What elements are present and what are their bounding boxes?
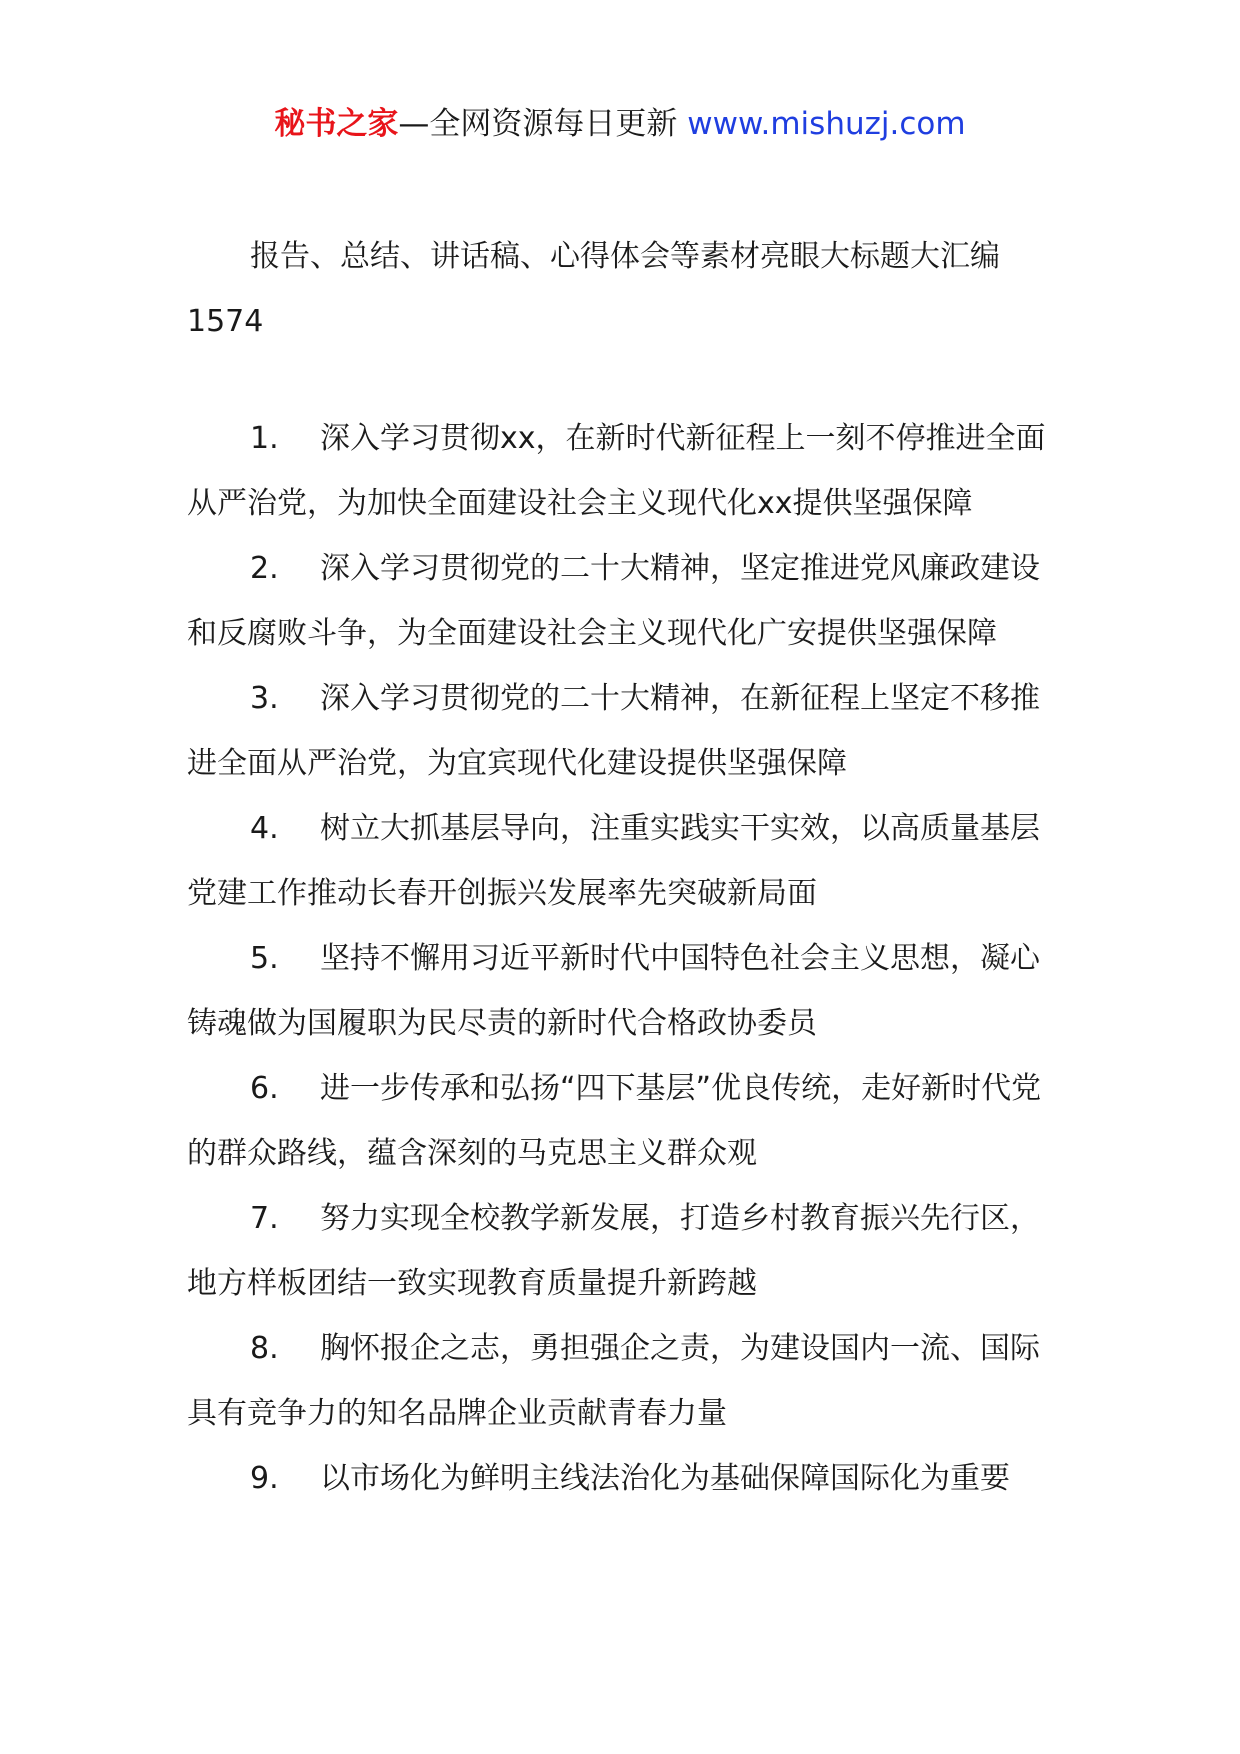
list-item bbox=[187, 666, 1067, 796]
list-item-text: 深入学习贯彻党的二十大精神，坚定推进党风廉政建设和反腐败斗争，为全面建设社会主义现代化广安提供坚强保障 bbox=[187, 551, 1040, 651]
list-item-number: 9. bbox=[250, 1461, 279, 1496]
list-item-number: 3. bbox=[250, 681, 279, 716]
list-item-text: 坚持不懈用习近平新时代中国特色社会主义思想，凝心铸魂做为国履职为民尽责的新时代合格政协委员 bbox=[187, 941, 1040, 1041]
site-url-link[interactable]: www.mishuzj.com bbox=[687, 106, 966, 142]
list-item bbox=[187, 536, 1067, 666]
list-item-text: 深入学习贯彻党的二十大精神，在新征程上坚定不移推进全面从严治党，为宜宾现代化建设提供坚强保障 bbox=[187, 681, 1040, 781]
list-item-number: 4. bbox=[250, 811, 279, 846]
document-title-number: 1574 bbox=[187, 304, 264, 339]
list-item-text: 以市场化为鲜明主线法治化为基础保障国际化为重要 bbox=[320, 1461, 1010, 1496]
list-item bbox=[187, 406, 1067, 536]
list-item-number: 8. bbox=[250, 1331, 279, 1366]
list-item-number: 5. bbox=[250, 941, 279, 976]
list-item bbox=[187, 926, 1067, 1056]
header-tagline: —全网资源每日更新 bbox=[398, 106, 688, 142]
document-title: 报告、总结、讲话稿、心得体会等素材亮眼大标题大汇编 bbox=[250, 239, 1000, 274]
list-item bbox=[187, 1446, 1067, 1511]
list-item bbox=[187, 1316, 1067, 1446]
list-item-number: 1. bbox=[250, 421, 279, 456]
list-item-text: 胸怀报企之志，勇担强企之责，为建设国内一流、国际具有竞争力的知名品牌企业贡献青春力量 bbox=[187, 1331, 1040, 1431]
list-item-number: 6. bbox=[250, 1071, 279, 1106]
list-item-number: 2. bbox=[250, 551, 279, 586]
list-item bbox=[187, 1056, 1067, 1186]
list-item-text: 树立大抓基层导向，注重实践实干实效，以高质量基层党建工作推动长春开创振兴发展率先突破新局面 bbox=[187, 811, 1040, 911]
list-item-number: 7. bbox=[250, 1201, 279, 1236]
document-body bbox=[187, 224, 1067, 1511]
list-item-text: 努力实现全校教学新发展，打造乡村教育振兴先行区，地方样板团结一致实现教育质量提升新跨越 bbox=[187, 1201, 1040, 1301]
list-item bbox=[187, 796, 1067, 926]
site-header bbox=[0, 100, 1240, 148]
brand-name: 秘书之家 bbox=[274, 106, 399, 142]
list-item-text: 进一步传承和弘扬“四下基层”优良传统，走好新时代党的群众路线，蕴含深刻的马克思主义群众观 bbox=[187, 1071, 1042, 1171]
list-item bbox=[187, 1186, 1067, 1316]
list-item-text: 深入学习贯彻xx，在新时代新征程上一刻不停推进全面从严治党，为加快全面建设社会主义现代化xx提供坚强保障 bbox=[187, 421, 1046, 521]
